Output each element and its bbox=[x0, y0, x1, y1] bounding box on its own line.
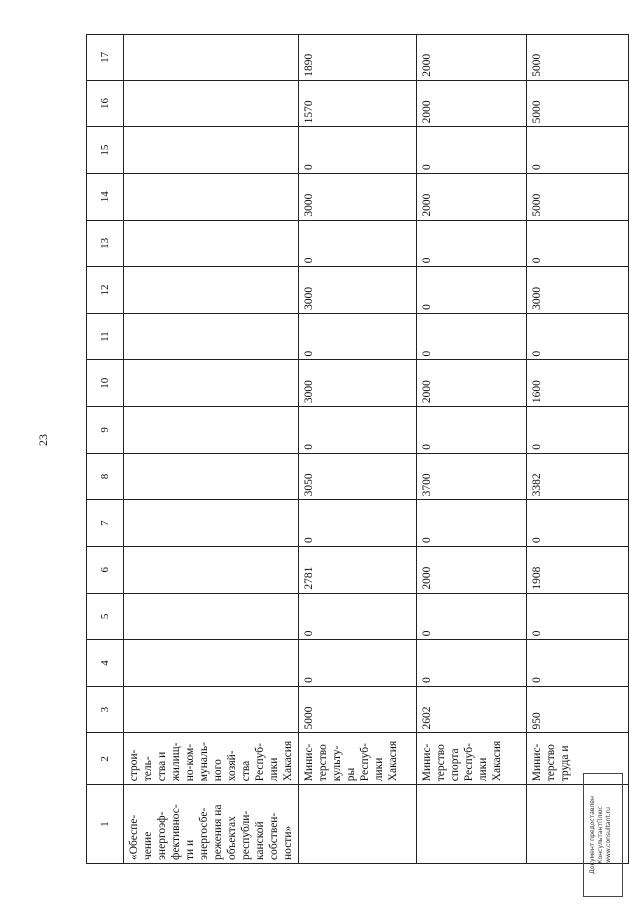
column-number-header: 1 bbox=[87, 785, 124, 864]
responsible-executor-cell: Минис- терство труда и bbox=[527, 733, 629, 785]
value-cell: 2000 bbox=[417, 80, 527, 127]
responsible-executor-cell: Минис- терство культу- ры Респуб- лики Хакасия bbox=[299, 733, 417, 785]
column-number-header: 14 bbox=[87, 173, 124, 220]
column-number-header: 11 bbox=[87, 313, 124, 360]
value-cell: 0 bbox=[299, 407, 417, 454]
value-cell: 0 bbox=[417, 313, 527, 360]
column-number-header: 10 bbox=[87, 360, 124, 407]
table-row bbox=[124, 35, 299, 864]
value-cell: 0 bbox=[417, 407, 527, 454]
value-cell: 0 bbox=[299, 640, 417, 687]
value-cell: 0 bbox=[417, 640, 527, 687]
value-cell: 5000 bbox=[527, 80, 629, 127]
value-cell bbox=[124, 173, 299, 220]
value-cell: 0 bbox=[299, 313, 417, 360]
value-cell: 0 bbox=[527, 500, 629, 547]
column-number-header: 9 bbox=[87, 407, 124, 454]
table-row bbox=[527, 35, 629, 864]
responsible-executor-cell: строи- тель- ства и жилищ- но-ком- муналь- ного хозяй- ства Респуб- лики Хакасия bbox=[124, 733, 299, 785]
value-cell bbox=[124, 267, 299, 314]
column-number-header: 2 bbox=[87, 733, 124, 785]
value-cell: 950 bbox=[527, 686, 629, 733]
column-number-header: 13 bbox=[87, 220, 124, 267]
value-cell: 1600 bbox=[527, 360, 629, 407]
program-name-cell: «Обеспе- чение энергоэф- фективнос- ти и энергосбе- режения на объектах республи- канской собствен- ности» bbox=[124, 785, 299, 864]
program-name-cell bbox=[299, 785, 417, 864]
stamp bbox=[583, 773, 623, 897]
value-cell bbox=[124, 546, 299, 593]
value-cell: 0 bbox=[417, 220, 527, 267]
stamp-line: Документ предоставлен bbox=[589, 796, 596, 874]
header-row bbox=[87, 35, 124, 864]
value-cell: 0 bbox=[299, 220, 417, 267]
value-cell: 0 bbox=[299, 127, 417, 174]
value-cell: 3700 bbox=[417, 453, 527, 500]
value-cell: 3000 bbox=[299, 267, 417, 314]
value-cell bbox=[124, 313, 299, 360]
column-number-header: 17 bbox=[87, 35, 124, 81]
value-cell: 1890 bbox=[299, 35, 417, 81]
stamp-line: КонсультантПлюс bbox=[597, 806, 604, 864]
value-cell: 2781 bbox=[299, 546, 417, 593]
value-cell: 0 bbox=[527, 593, 629, 640]
value-cell: 1908 bbox=[527, 546, 629, 593]
value-cell: 0 bbox=[299, 593, 417, 640]
value-cell bbox=[124, 80, 299, 127]
value-cell: 3000 bbox=[299, 360, 417, 407]
column-number-header: 3 bbox=[87, 686, 124, 733]
value-cell: 5000 bbox=[299, 686, 417, 733]
table-row bbox=[299, 35, 417, 864]
program-name-cell bbox=[417, 785, 527, 864]
value-cell bbox=[124, 35, 299, 81]
column-number-header: 6 bbox=[87, 546, 124, 593]
value-cell: 0 bbox=[527, 127, 629, 174]
value-cell: 5000 bbox=[527, 35, 629, 81]
value-cell: 0 bbox=[417, 267, 527, 314]
column-number-header: 7 bbox=[87, 500, 124, 547]
value-cell bbox=[124, 686, 299, 733]
column-number-header: 15 bbox=[87, 127, 124, 174]
value-cell bbox=[124, 593, 299, 640]
value-cell: 2000 bbox=[417, 173, 527, 220]
value-cell: 2000 bbox=[417, 35, 527, 81]
budget-table-rotated bbox=[86, 34, 614, 864]
value-cell: 0 bbox=[527, 407, 629, 454]
value-cell: 0 bbox=[417, 500, 527, 547]
value-cell: 0 bbox=[527, 220, 629, 267]
value-cell: 3050 bbox=[299, 453, 417, 500]
column-number-header: 16 bbox=[87, 80, 124, 127]
value-cell: 0 bbox=[527, 640, 629, 687]
column-number-header: 8 bbox=[87, 453, 124, 500]
stamp-text bbox=[584, 774, 622, 896]
value-cell bbox=[124, 360, 299, 407]
value-cell: 2000 bbox=[417, 546, 527, 593]
column-number-header: 5 bbox=[87, 593, 124, 640]
column-number-header: 4 bbox=[87, 640, 124, 687]
column-number-header: 12 bbox=[87, 267, 124, 314]
value-cell: 2602 bbox=[417, 686, 527, 733]
value-cell: 0 bbox=[527, 313, 629, 360]
value-cell: 3000 bbox=[299, 173, 417, 220]
value-cell: 3382 bbox=[527, 453, 629, 500]
value-cell: 0 bbox=[417, 593, 527, 640]
page-number: 23 bbox=[36, 434, 50, 446]
budget-table bbox=[86, 34, 629, 864]
stamp-line: www.consultant.ru bbox=[605, 807, 612, 863]
value-cell bbox=[124, 407, 299, 454]
responsible-executor-cell: Минис- терство спорта Респуб- лики Хакасия bbox=[417, 733, 527, 785]
value-cell: 2000 bbox=[417, 360, 527, 407]
value-cell bbox=[124, 500, 299, 547]
value-cell bbox=[124, 640, 299, 687]
value-cell: 3000 bbox=[527, 267, 629, 314]
value-cell: 5000 bbox=[527, 173, 629, 220]
budget-table-frame bbox=[86, 34, 614, 864]
value-cell bbox=[124, 220, 299, 267]
value-cell: 0 bbox=[299, 500, 417, 547]
table-row bbox=[417, 35, 527, 864]
value-cell bbox=[124, 127, 299, 174]
value-cell: 1570 bbox=[299, 80, 417, 127]
value-cell: 0 bbox=[417, 127, 527, 174]
value-cell bbox=[124, 453, 299, 500]
